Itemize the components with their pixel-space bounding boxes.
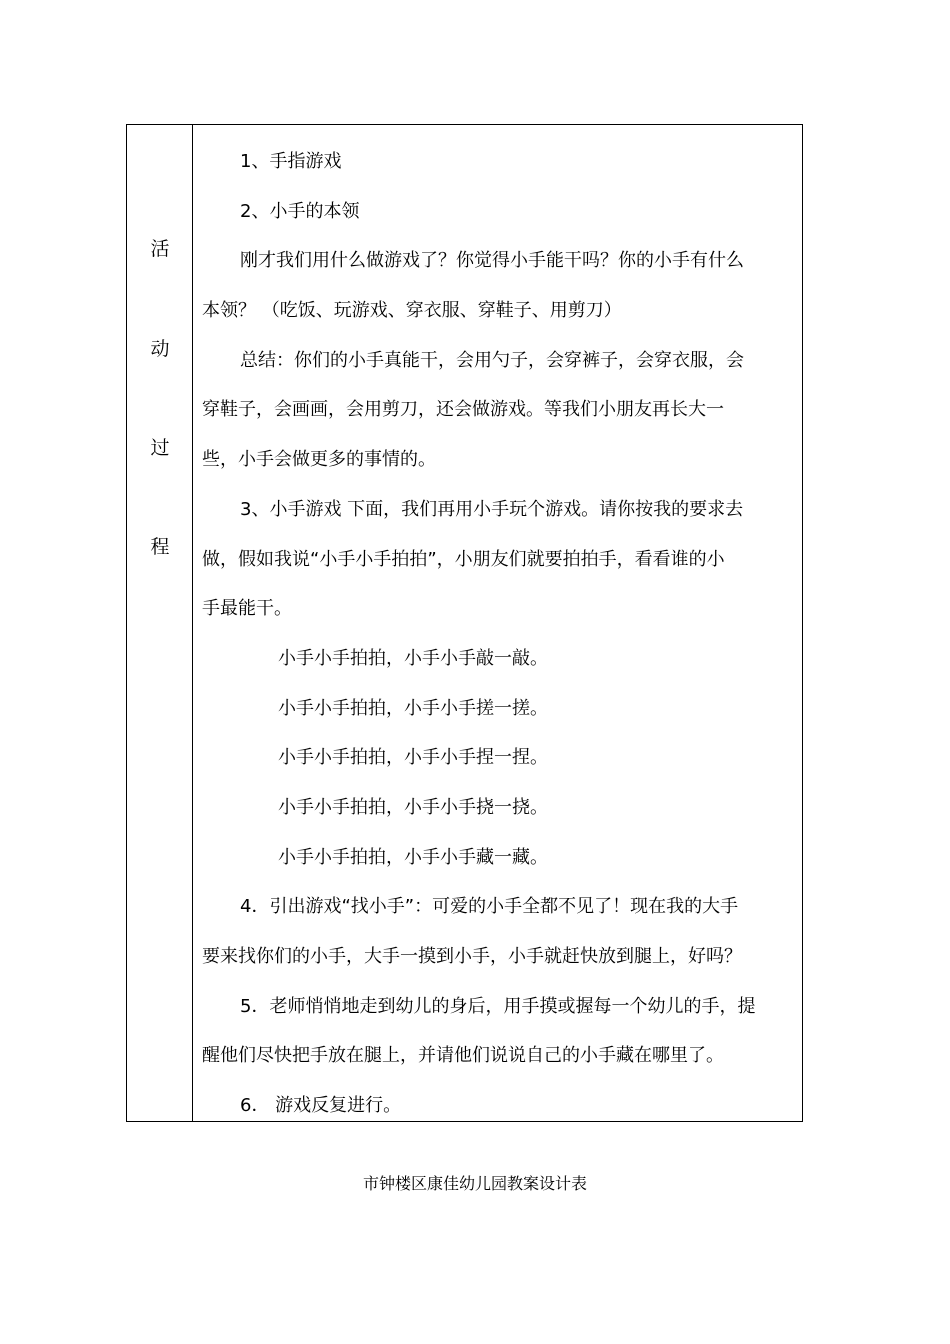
content-line: 小手小手拍拍，小手小手藏一藏。 (278, 846, 548, 868)
content-line: 要来找你们的小手，大手一摸到小手，小手就赶快放到腿上，好吗？ (202, 946, 742, 967)
lesson-plan-table (126, 124, 803, 1122)
content-line: 本领？ （吃饭、玩游戏、穿衣服、穿鞋子、用剪刀） (202, 300, 622, 322)
content-line: 刚才我们用什么做游戏了？你觉得小手能干吗？你的小手有什么 (240, 250, 744, 272)
activity-process-label-cell (127, 125, 193, 1121)
content-line: 4．引出游戏“找小手”：可爱的小手全都不见了！现在我的大手 (240, 896, 739, 918)
content-line: 总结：你们的小手真能干，会用勺子，会穿裤子，会穿衣服，会 (240, 349, 744, 371)
content-line: 小手小手拍拍，小手小手挠一挠。 (278, 796, 548, 818)
label-char: 过 (150, 437, 170, 459)
content-line: 6． 游戏反复进行。 (240, 1095, 402, 1117)
content-line: 2、小手的本领 (240, 200, 360, 222)
label-char: 动 (150, 338, 170, 360)
label-char: 活 (150, 238, 170, 260)
content-line: 3、小手游戏 下面，我们再用小手玩个游戏。请你按我的要求去 (240, 498, 744, 520)
content-line: 5．老师悄悄地走到幼儿的身后，用手摸或握每一个幼儿的手，提 (240, 995, 756, 1017)
footer-caption: 市钟楼区康佳幼儿园教案设计表 (362, 1174, 587, 1193)
content-line: 1、手指游戏 (240, 151, 342, 172)
label-char: 程 (150, 536, 170, 558)
activity-process-content-cell (202, 137, 796, 1131)
content-line: 些，小手会做更多的事情的。 (202, 449, 436, 471)
content-line: 小手小手拍拍，小手小手搓一搓。 (278, 697, 548, 719)
content-line: 小手小手拍拍，小手小手敲一敲。 (278, 647, 548, 669)
content-line: 手最能干。 (202, 598, 292, 620)
content-line: 小手小手拍拍，小手小手捏一捏。 (278, 747, 548, 769)
content-line: 醒他们尽快把手放在腿上，并请他们说说自己的小手藏在哪里了。 (202, 1045, 724, 1067)
content-line: 做，假如我说“小手小手拍拍”，小朋友们就要拍拍手，看看谁的小 (202, 548, 725, 570)
content-line: 穿鞋子，会画画，会用剪刀，还会做游戏。等我们小朋友再长大一 (202, 399, 724, 421)
